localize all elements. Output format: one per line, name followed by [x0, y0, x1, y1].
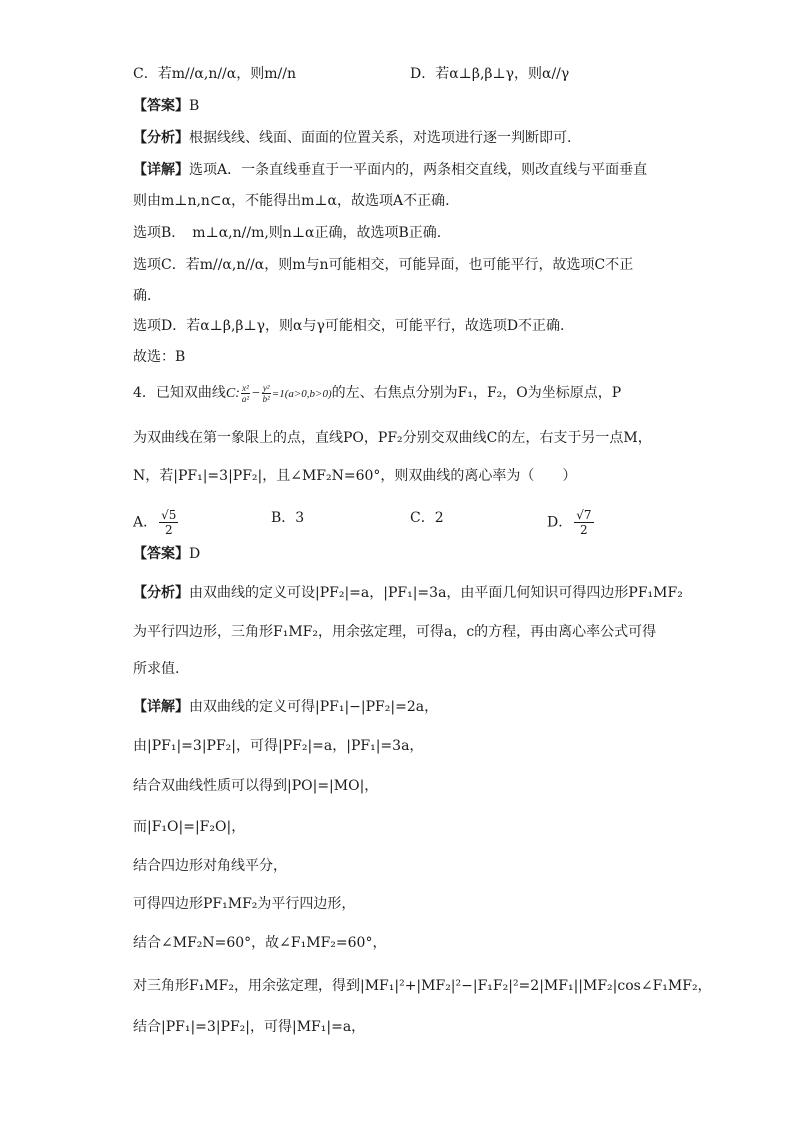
q3-option-c: C．若m//α,n//α，则m//n: [133, 66, 296, 82]
q4-analysis-line-2: 为平行四边形，三角形F₁MF₂，用余弦定理，可得a，c的方程，再由离心率公式可得: [133, 624, 657, 640]
q4-analysis-line-3: 所求值.: [133, 661, 180, 677]
x-den: a²: [241, 394, 250, 405]
q4-detail-line-3: 结合双曲线性质可以得到|PO|=|MO|，: [133, 778, 379, 794]
answer-value: B: [189, 98, 200, 114]
q3-analysis: [133, 128, 571, 148]
q3-option-d: D．若α⊥β,β⊥γ，则α//γ: [410, 66, 570, 82]
y-fraction: [262, 383, 271, 404]
detail-tag: 【详解】: [133, 162, 189, 178]
eq-rhs: =1(a>0,b>0): [271, 388, 332, 400]
hyperbola-equation: [225, 383, 332, 405]
q4-analysis-line-1: [133, 583, 683, 603]
q4-stem-rest: 的左、右焦点分别为F₁，F₂，O为坐标原点，P: [331, 385, 622, 401]
q4-stem-intro: 4．已知双曲线: [133, 385, 226, 401]
q3-detail-line-4: 选项C．若m//α,n//α，则m与n可能相交，可能异面，也可能平行，故选项C不正: [133, 257, 634, 273]
q4-option-d: [547, 508, 596, 537]
opt-d-fraction: [574, 508, 593, 537]
answer-tag: 【答案】: [133, 546, 189, 562]
detail-tag: 【详解】: [133, 699, 189, 715]
analysis-tag: 【分析】: [133, 585, 189, 601]
x-fraction: [241, 383, 250, 404]
y-den: b²: [262, 394, 270, 405]
q4-detail-line-6: 可得四边形PF₁MF₂为平行四边形，: [133, 896, 356, 912]
detail-text: 由双曲线的定义可得|PF₁|−|PF₂|=2a，: [189, 699, 439, 715]
eq-minus: −: [251, 386, 261, 401]
q3-answer: [133, 96, 199, 116]
q3-detail-line-5: 确.: [133, 288, 152, 304]
q3-detail-line-1: [133, 160, 647, 180]
q4-option-c: C．2: [410, 510, 444, 526]
q4-answer: [133, 544, 200, 564]
opt-a-num: √5: [161, 508, 177, 522]
q3-detail-line-6: 选项D．若α⊥β,β⊥γ，则α与γ可能相交，可能平行，故选项D不正确.: [133, 318, 565, 334]
q4-option-b: B．3: [271, 510, 305, 526]
opt-a-label: A．: [133, 514, 158, 531]
opt-d-label: D．: [547, 514, 573, 531]
analysis-tag: 【分析】: [133, 130, 189, 146]
q3-detail-line-2: 则由m⊥n,n⊂α，不能得出m⊥α，故选项A不正确.: [133, 193, 450, 209]
answer-value: D: [189, 546, 201, 562]
q4-option-a: [133, 508, 180, 537]
q3-conclusion: 故选：B: [133, 349, 186, 365]
q4-stem-line-1: [133, 383, 621, 404]
analysis-text: 根据线线、线面、面面的位置关系，对选项进行逐一判断即可.: [189, 130, 572, 146]
q3-detail-line-3: 选项B． m⊥α,n//m,则n⊥α正确，故选项B正确.: [133, 225, 442, 241]
y-num: y²: [262, 383, 270, 394]
opt-a-den: 2: [164, 523, 173, 537]
q4-detail-line-1: [133, 697, 438, 717]
q4-detail-line-5: 结合四边形对角线平分，: [133, 858, 287, 874]
opt-d-num: √7: [576, 508, 592, 522]
detail-text: 选项A．一条直线垂直于一平面内的，两条相交直线，则改直线与平面垂直: [189, 162, 648, 178]
q4-stem-line-3: N，若|PF₁|=3|PF₂|，且∠MF₂N=60°，则双曲线的离心率为（ ）: [133, 468, 577, 484]
analysis-text: 由双曲线的定义可设|PF₂|=a，|PF₁|=3a，由平面几何知识可得四边形PF₁MF₂: [189, 585, 683, 601]
q4-detail-line-4: 而|F₁O|=|F₂O|，: [133, 819, 246, 835]
x-num: x²: [242, 383, 249, 394]
opt-d-den: 2: [580, 523, 588, 537]
q4-detail-line-8: 对三角形F₁MF₂，用余弦定理，得到|MF₁|²+|MF₂|²−|F₁F₂|²=2|MF₁||MF₂|cos∠F₁MF₂，: [133, 978, 712, 994]
opt-a-fraction: [159, 508, 178, 537]
eq-prefix: C:: [225, 386, 240, 401]
answer-tag: 【答案】: [133, 98, 189, 114]
q4-detail-line-9: 结合|PF₁|=3|PF₂|，可得|MF₁|=a，: [133, 1019, 366, 1035]
q4-stem-line-2: 为双曲线在第一象限上的点，直线PO，PF₂分别交双曲线C的左，右支于另一点M，: [133, 430, 652, 446]
q4-detail-line-2: 由|PF₁|=3|PF₂|，可得|PF₂|=a，|PF₁|=3a，: [133, 738, 424, 754]
q4-detail-line-7: 结合∠MF₂N=60°，故∠F₁MF₂=60°，: [133, 935, 387, 951]
